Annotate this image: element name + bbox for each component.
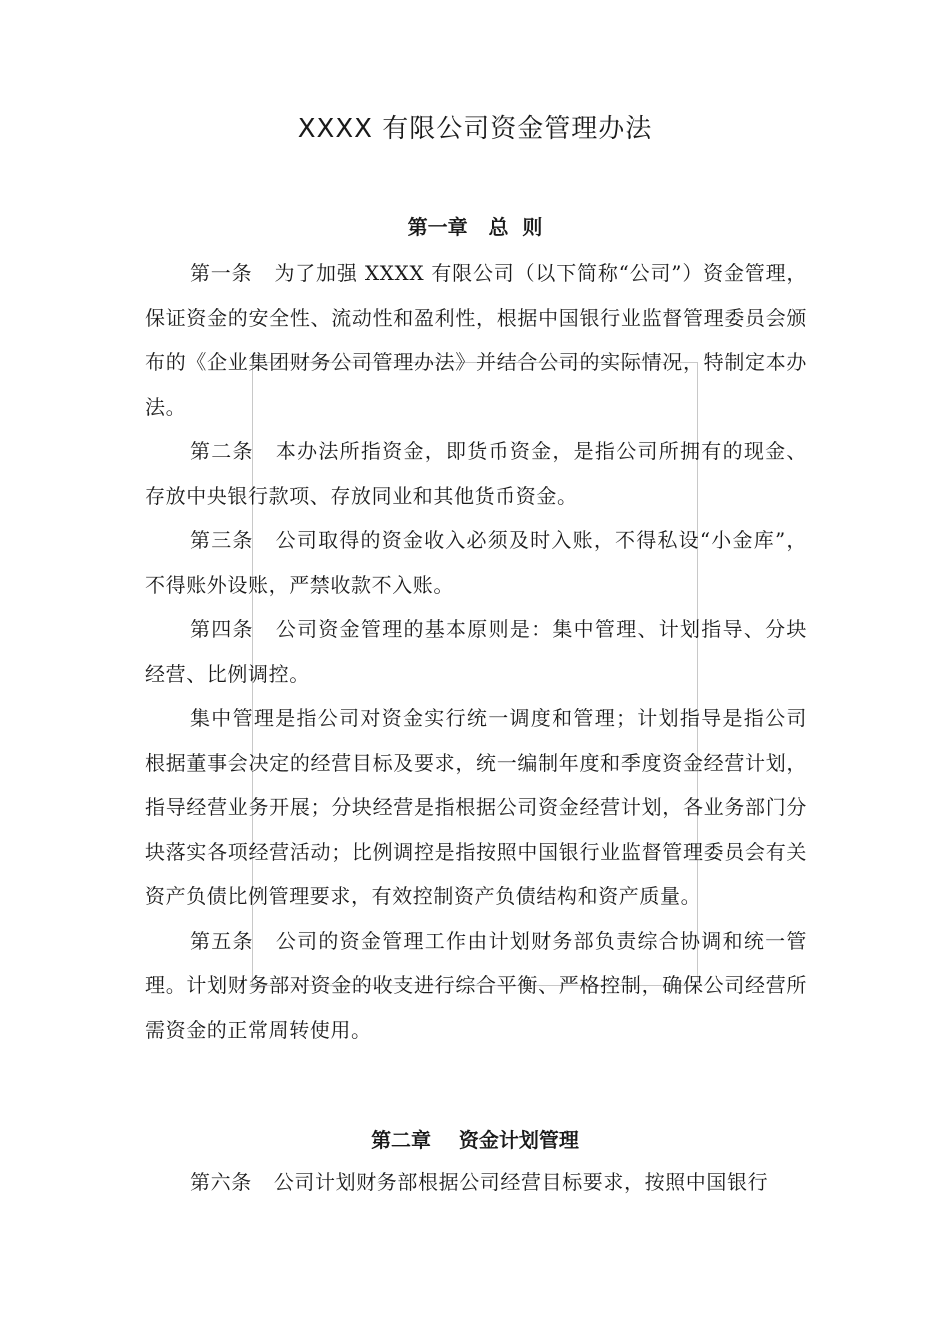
article-paragraph	[145, 607, 807, 696]
chapter-2-body	[145, 1160, 807, 1205]
article-number: 第一条	[190, 261, 253, 285]
article-paragraph	[145, 518, 807, 607]
article-paragraph	[145, 429, 807, 518]
article-text: 公司的资金管理工作由计划财务部负责综合协调和统一管理。计划财务部对资金的收支进行综合平衡、严格控制，确保公司经营所需资金的正常周转使用。	[145, 928, 807, 1042]
article-text: 集中管理是指公司对资金实行统一调度和管理；计划指导是指公司根据董事会决定的经营目标及要求，统一编制年度和季度资金经营计划，指导经营业务开展；分块经营是指根据公司资金经营计划，各业务部门分块落实各项经营活动；比例调控是指按照中国银行业监督管理委员会有关资产负债比例管理要求，有效控制资产负债结构和资产质量。	[145, 706, 807, 908]
article-text: 公司计划财务部根据公司经营目标要求，按照中国银行	[273, 1170, 769, 1194]
article-text: 公司资金管理的基本原则是：集中管理、计划指导、分块经营、比例调控。	[145, 617, 807, 686]
article-number: 第三条	[190, 528, 254, 552]
article-number: 第二条	[190, 439, 254, 463]
chapter-heading: 第二章 资金计划管理	[371, 1128, 579, 1152]
article-paragraph	[145, 1160, 807, 1205]
article-paragraph	[145, 251, 807, 429]
article-paragraph	[145, 919, 807, 1053]
document-title: XXXX 有限公司资金管理办法	[297, 114, 653, 144]
article-number: 第六条	[190, 1170, 252, 1194]
article-text: 本办法所指资金，即货币资金，是指公司所拥有的现金、存放中央银行款项、存放同业和其他货币资金。	[145, 439, 807, 508]
article-text: 为了加强 XXXX 有限公司（以下简称“公司”）资金管理，保证资金的安全性、流动性和盈利性，根据中国银行业监督管理委员会颁布的《企业集团财务公司管理办法》并结合公司的实际情况，特制定本办法。	[145, 261, 807, 419]
article-number: 第四条	[190, 617, 254, 641]
article-paragraph	[145, 696, 807, 919]
chapter-heading: 第一章 总 则	[407, 215, 543, 239]
article-number: 第五条	[190, 928, 254, 953]
article-text: 公司取得的资金收入必须及时入账，不得私设“小金库”，不得账外设账，严禁收款不入账。	[145, 528, 807, 597]
chapter-1-body	[145, 251, 807, 1052]
